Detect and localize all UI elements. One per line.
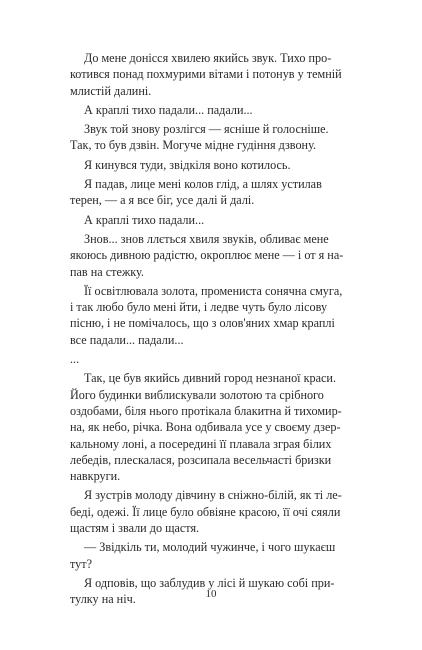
- paragraph: Так, це був якийсь дивний город незнаної краси. Його будинки виблискували золотою та срібного оздобами, біля нього протікала блакитна й тихомир- на, як небо, річка. Вона одбивала усе у своєму дзер- кальному лоні, а посередині її плавала зграя білих лебедів, плескалася, розсипала весельчасті бризки навкруги.: [70, 371, 342, 484]
- paragraph: А краплі тихо падали... падали...: [84, 102, 253, 117]
- paragraph: До мене донісся хвилею якийсь звук. Тихо про- котився понад похмурими вітами і потонув у темній млистій далині.: [70, 51, 342, 98]
- paragraph: Я падав, лице мені колов глід, а шлях устилав терен, — а я все біг, усе далі й далі.: [70, 177, 322, 208]
- paragraph: Я зустрів молоду дівчину в сніжно-білій, як ті ле- беді, одежі. Її лице було обвіяне красою, її очі сяяли щастям і звали до щастя.: [70, 488, 342, 536]
- paragraph: — Звідкіль ти, молодий чужинче, і чого шукаєш тут?: [70, 540, 336, 571]
- paragraph: Звук той знову розлігся — ясніше й голосніше. Так, то був дзвін. Могуче мідне гудіння дзвону.: [70, 122, 329, 153]
- paragraph: Її освітлювала золота, промениста сонячна смуга, і так любо було мені йти, і ледве чуть було лісову пісню, і не помічалось, що з олов'яних хмар краплі все падали... падали...: [70, 283, 343, 347]
- paragraph: Я одповів, що заблудив у лісі й шукаю собі при- тулку на ніч.: [70, 575, 335, 607]
- paragraph: Я кинувся туди, звідкіля воно котилось.: [84, 157, 291, 172]
- paragraph: А краплі тихо падали...: [84, 212, 205, 227]
- page-number: 10: [205, 588, 217, 600]
- body-text: [70, 50, 356, 611]
- paragraph: Знов... знов ллється хвиля звуків, обливає мене якоюсь дивною радістю, окроплює мене — і от я на- пав на стежку.: [70, 231, 344, 279]
- section-break: ...: [70, 352, 80, 367]
